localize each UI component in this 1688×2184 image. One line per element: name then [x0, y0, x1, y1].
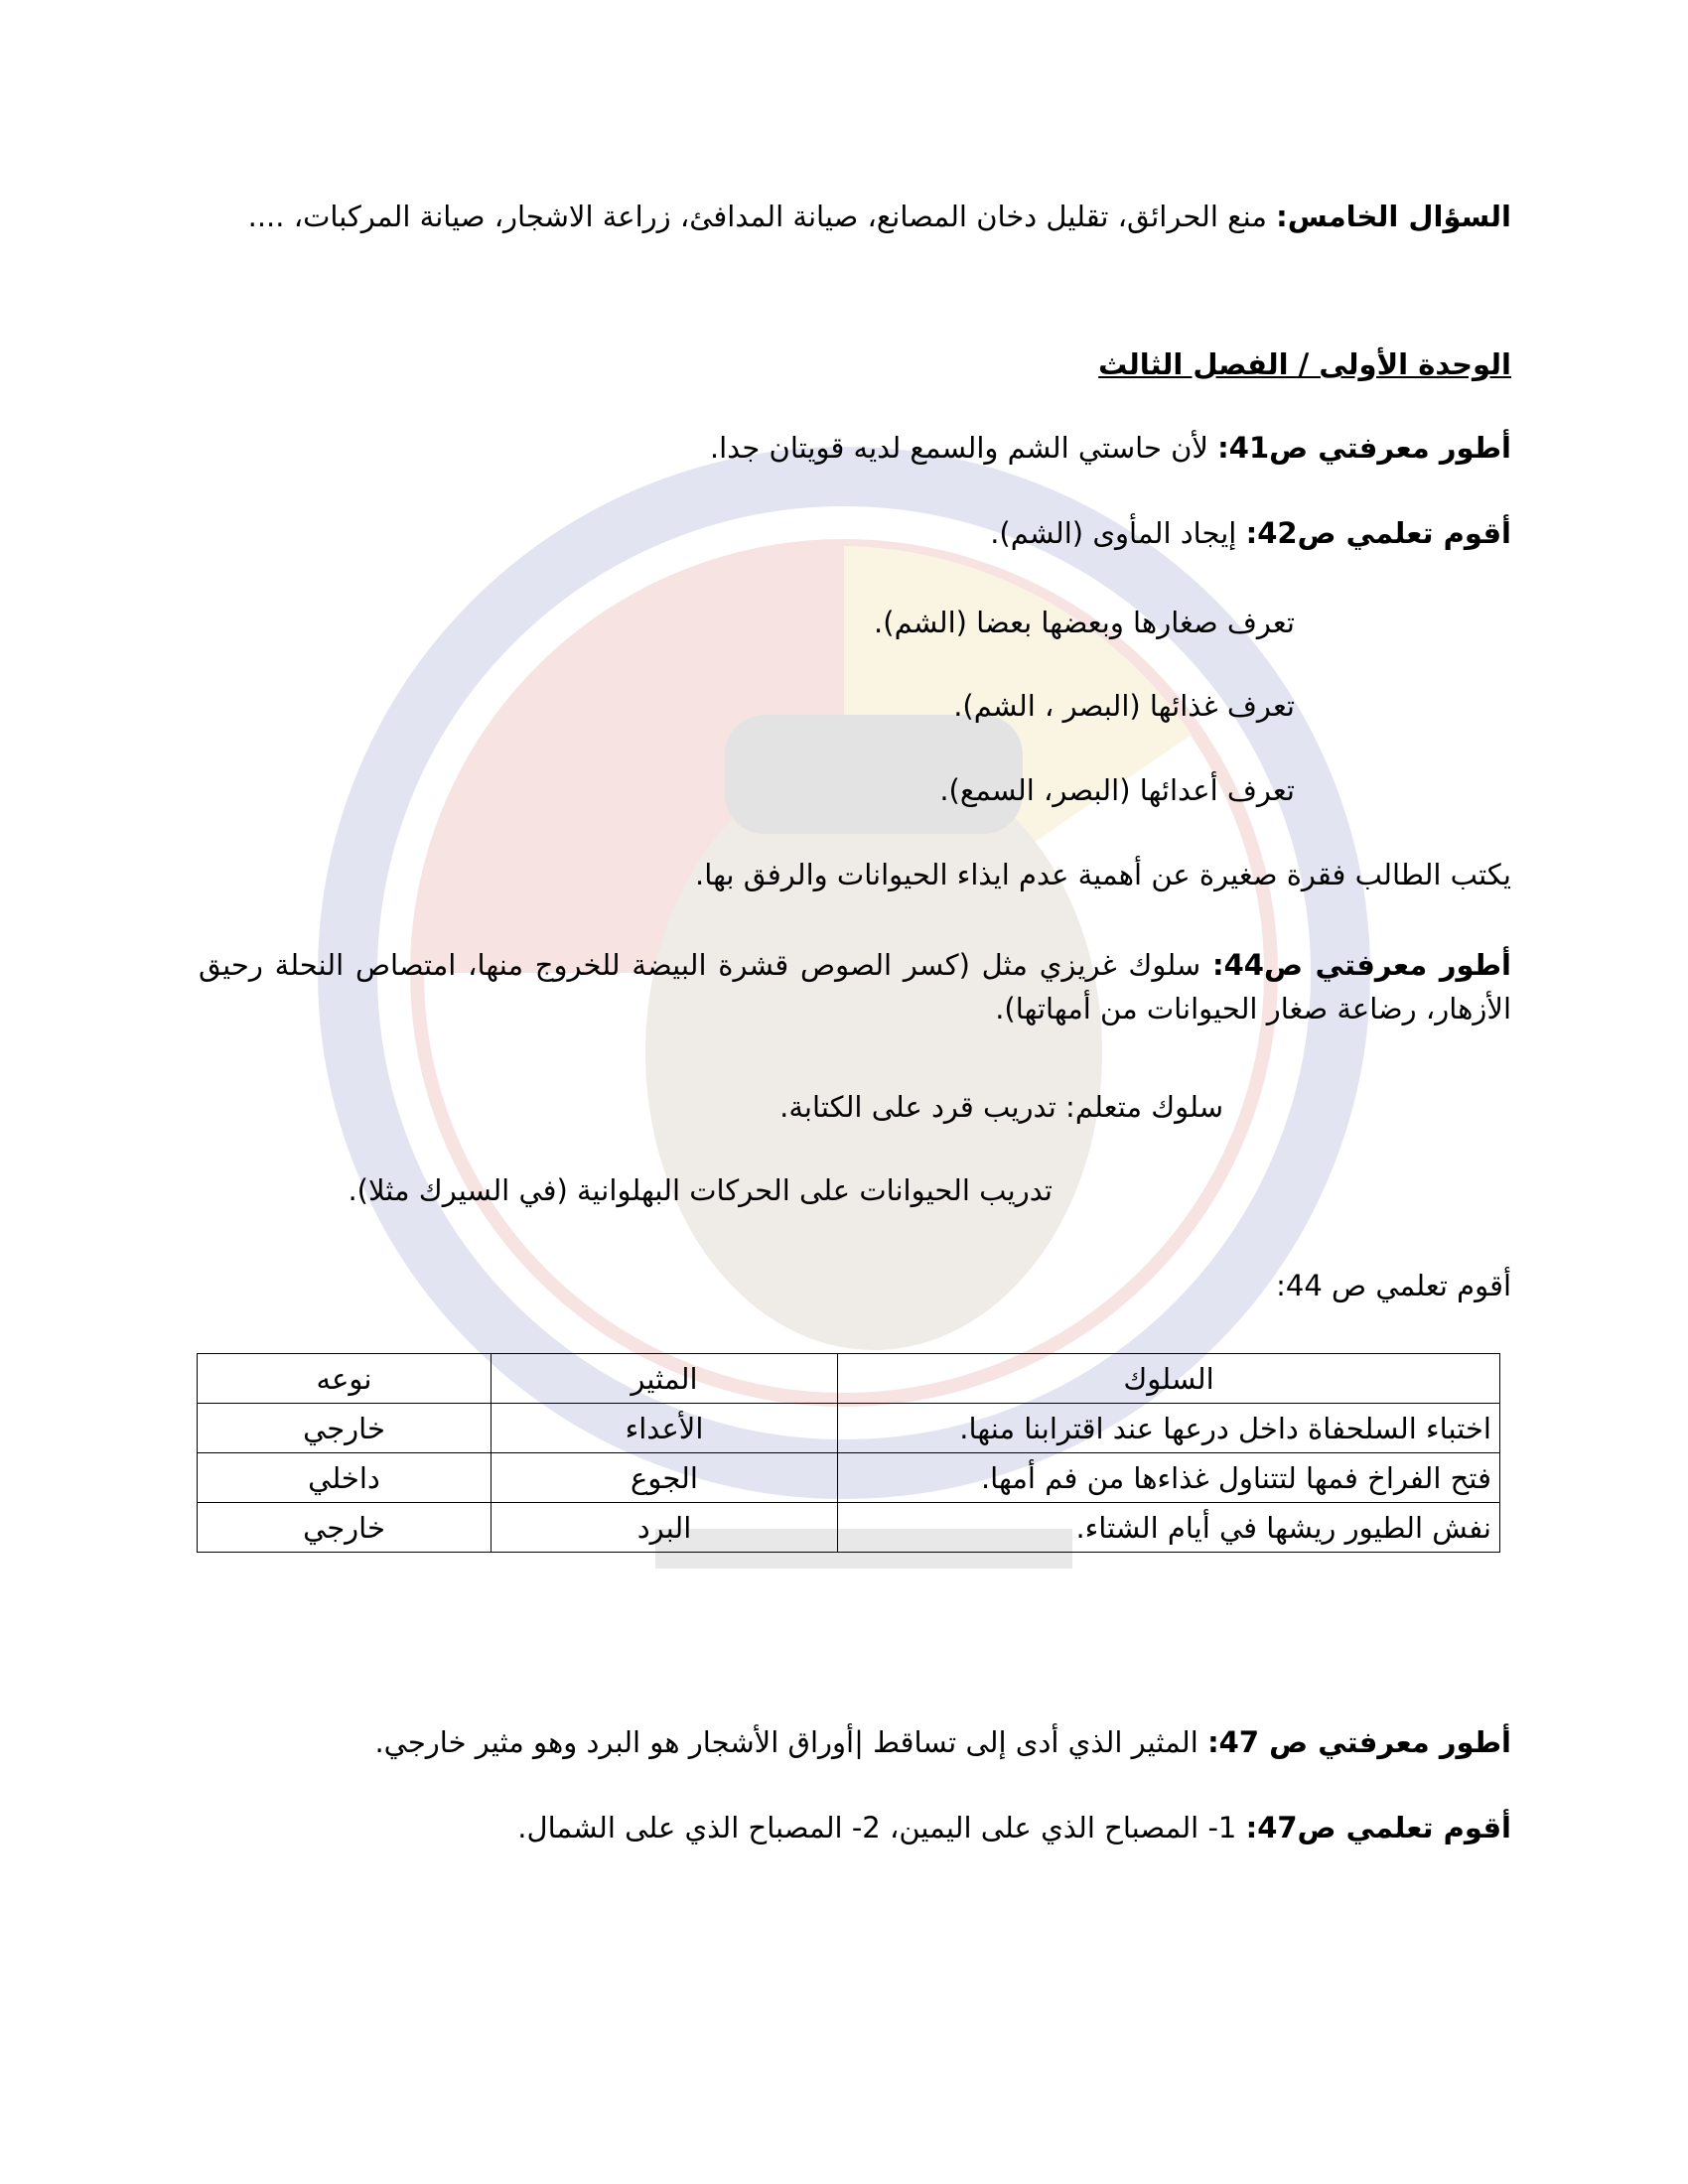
header-behavior: السلوك: [838, 1354, 1500, 1404]
p47a-paragraph: [199, 1725, 1511, 1759]
table-row: [198, 1453, 1500, 1503]
p41-paragraph: [199, 431, 1511, 465]
document-page: [199, 0, 1511, 2184]
learned-behavior: سلوك متعلم: تدريب قرد على الكتابة.: [779, 1090, 1223, 1124]
cell-behavior: نفش الطيور ريشها في أيام الشتاء.: [838, 1503, 1500, 1553]
section-heading-text: الوحدة الأولى / الفصل الثالث: [1098, 347, 1511, 381]
header-type: نوعه: [198, 1354, 492, 1404]
p47b-label: أقوم تعلمي ص47:: [1245, 1811, 1511, 1844]
cell-behavior: فتح الفراخ فمها لتتناول غذاءها من فم أمها.: [838, 1453, 1500, 1503]
student-task: يكتب الطالب فقرة صغيرة عن أهمية عدم ايذاء الحيوانات والرفق بها.: [695, 858, 1511, 891]
p42-item: تعرف غذائها (البصر ، الشم).: [953, 689, 1295, 723]
table-row: [198, 1404, 1500, 1453]
p47b-paragraph: [199, 1811, 1511, 1844]
cell-stimulus: الجوع: [492, 1453, 838, 1503]
cell-type: داخلي: [198, 1453, 492, 1503]
table-row: [198, 1503, 1500, 1553]
p42-paragraph: [199, 516, 1511, 550]
question-five-paragraph: [199, 195, 1511, 238]
header-stimulus: المثير: [492, 1354, 838, 1404]
p41-label: أطور معرفتي ص41:: [1217, 431, 1511, 465]
behavior-table: [197, 1353, 1500, 1553]
cell-stimulus: البرد: [492, 1503, 838, 1553]
table-header-row: [198, 1354, 1500, 1404]
cell-behavior: اختباء السلحفاة داخل درعها عند اقترابنا منها.: [838, 1404, 1500, 1453]
circus-training: تدريب الحيوانات على الحركات البهلوانية (في السيرك مثلا).: [348, 1173, 1053, 1207]
cell-stimulus: الأعداء: [492, 1404, 838, 1453]
p41-text: لأن حاستي الشم والسمع لديه قويتان جدا.: [709, 431, 1218, 465]
p42-item: تعرف أعدائها (البصر، السمع).: [939, 773, 1295, 807]
p44-assess-heading: أقوم تعلمي ص 44:: [1276, 1269, 1511, 1302]
p44-text: سلوك غريزي مثل (كسر الصوص قشرة البيضة للخروج منها، امتصاص النحلة رحيق الأزهار، رضاعة صغار الحيوانات من أمهاتها).: [199, 948, 1511, 1025]
p47b-text: 1- المصباح الذي على اليمين، 2- المصباح الذي على الشمال.: [517, 1811, 1246, 1844]
p44-label: أطور معرفتي ص44:: [1212, 948, 1511, 982]
p42-label: أقوم تعلمي ص42:: [1245, 516, 1511, 550]
p44-paragraph: [199, 943, 1511, 1030]
p42-text: إيجاد المأوى (الشم).: [990, 516, 1246, 550]
p42-item: تعرف صغارها وبعضها بعضا (الشم).: [874, 606, 1295, 639]
p47a-label: أطور معرفتي ص 47:: [1207, 1725, 1511, 1759]
section-heading: [199, 347, 1511, 381]
question-five-label: السؤال الخامس:: [1276, 200, 1511, 233]
question-five-text: منع الحرائق، تقليل دخان المصانع، صيانة المدافئ، زراعة الاشجار، صيانة المركبات، ....: [247, 200, 1277, 233]
cell-type: خارجي: [198, 1404, 492, 1453]
p47a-text: المثير الذي أدى إلى تساقط |أوراق الأشجار هو البرد وهو مثير خارجي.: [374, 1725, 1208, 1759]
cell-type: خارجي: [198, 1503, 492, 1553]
